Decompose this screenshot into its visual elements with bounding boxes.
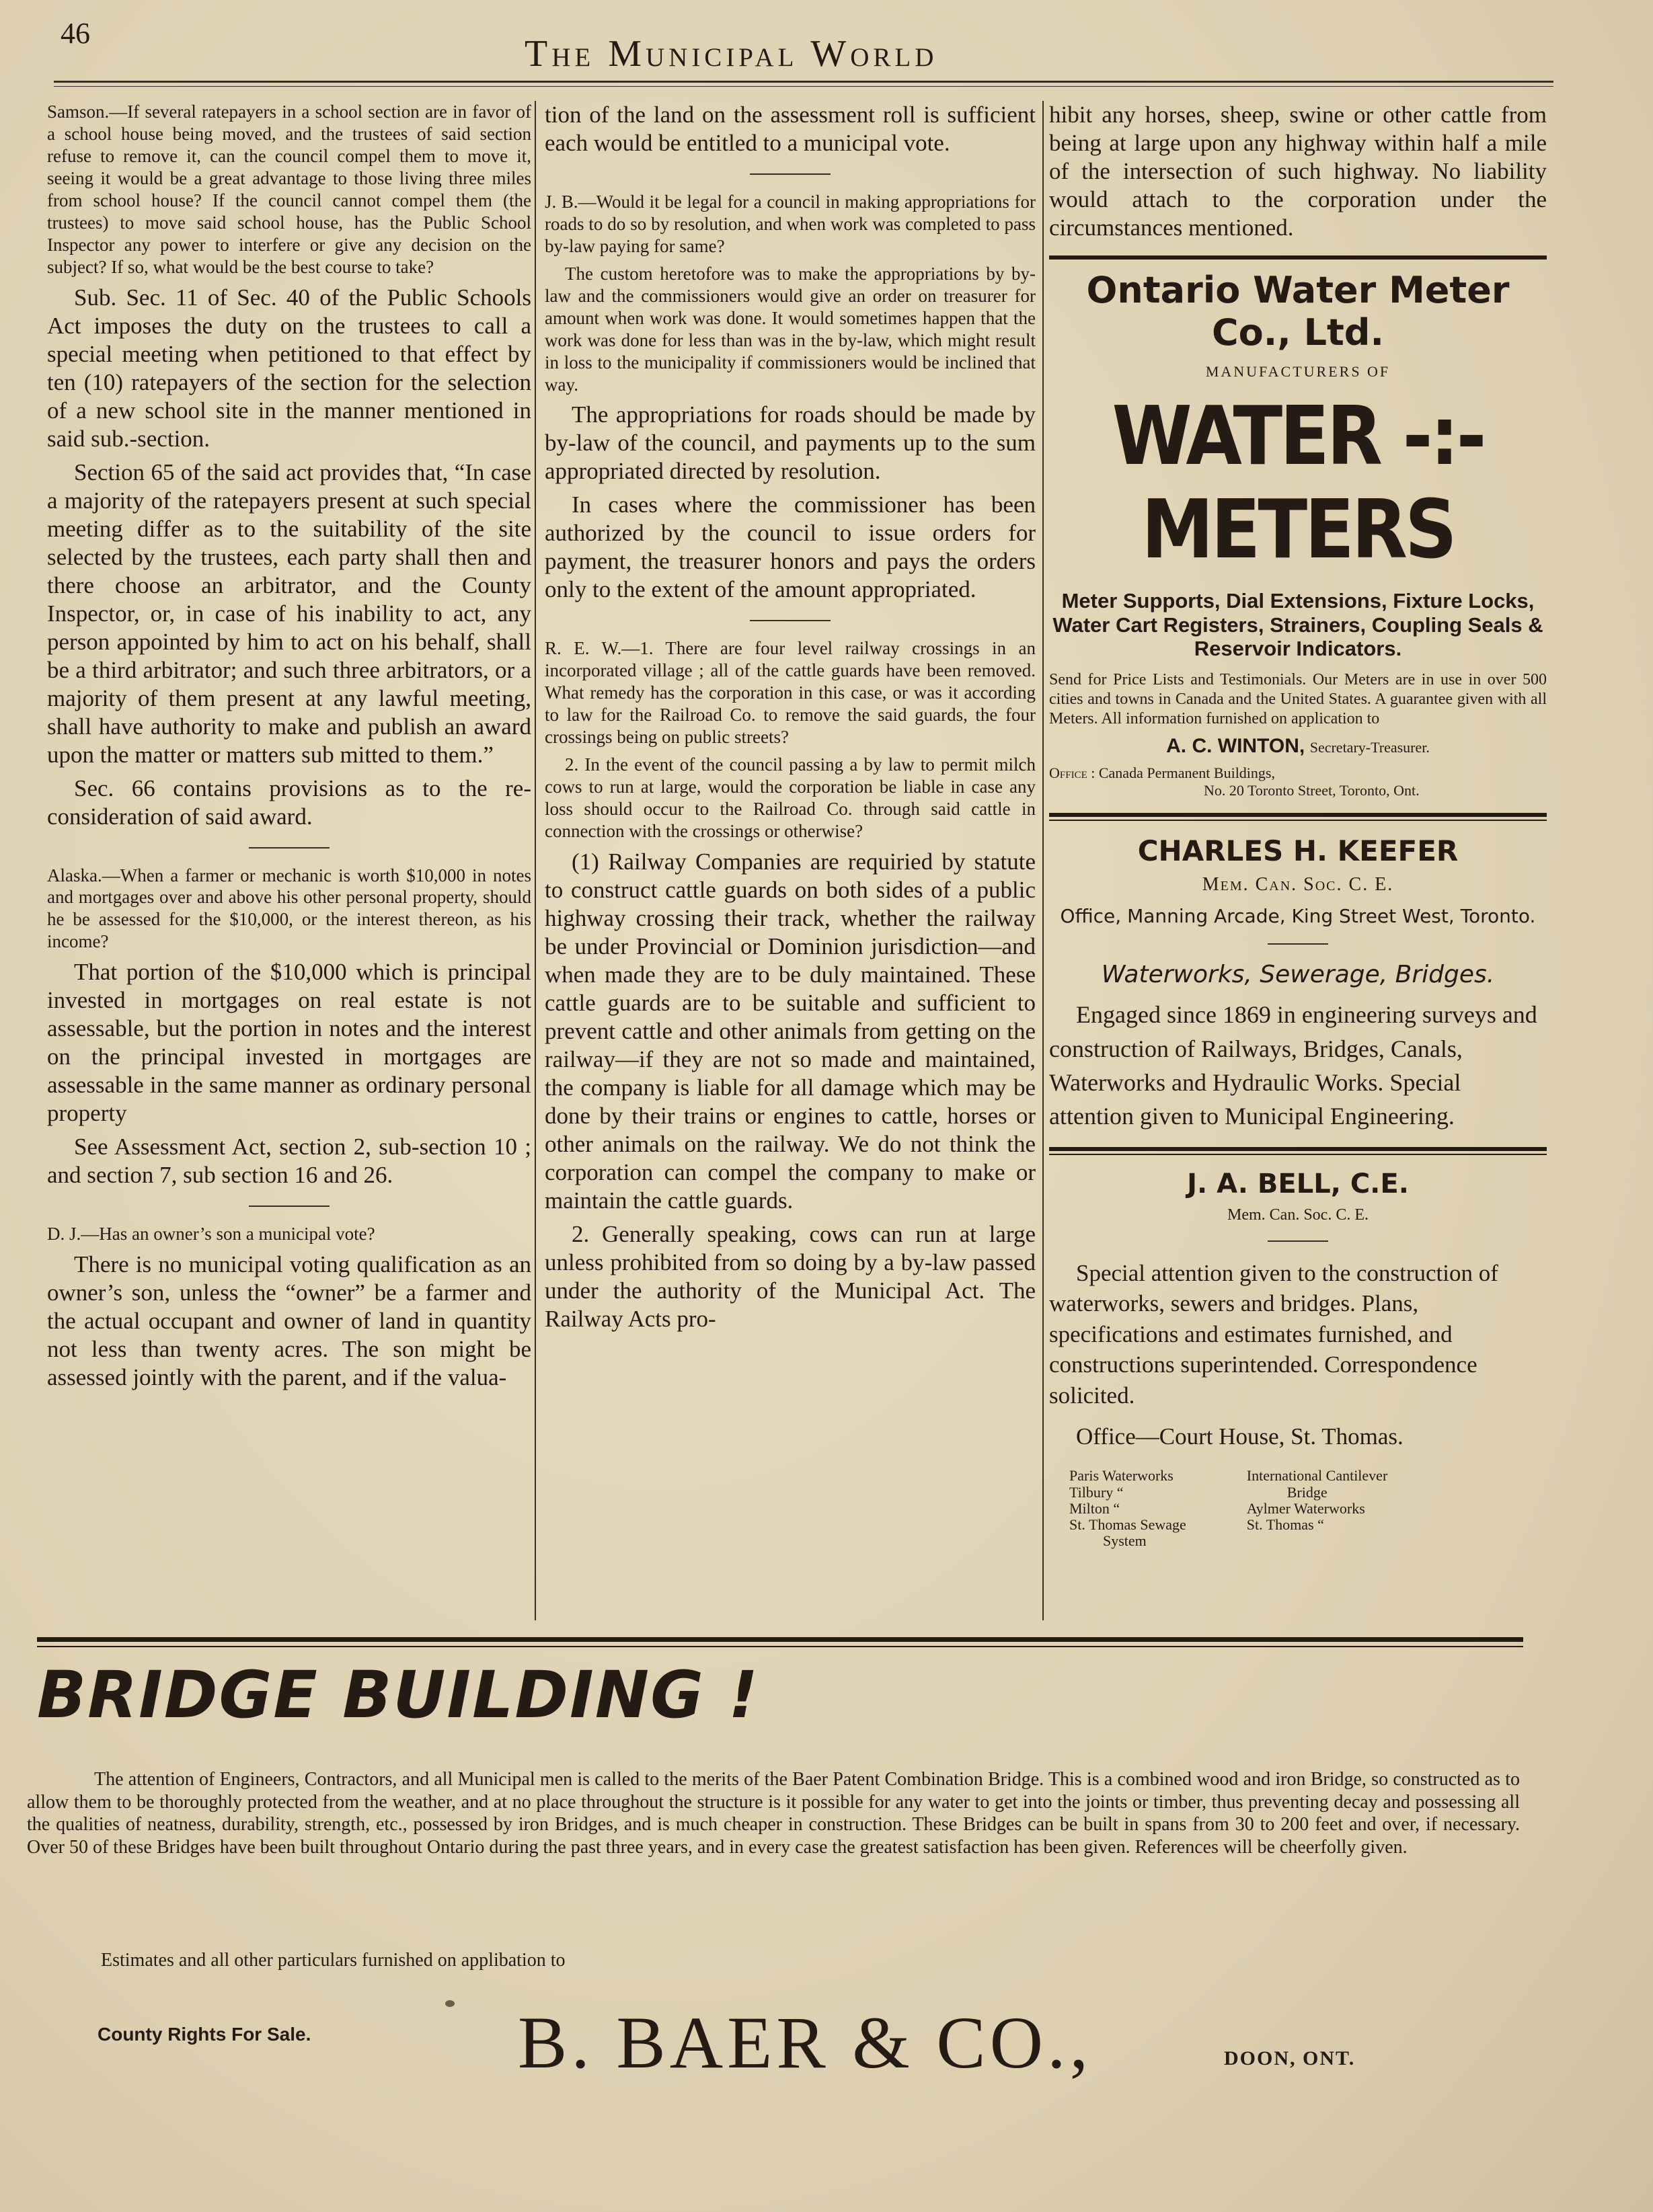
bell-ad bbox=[1049, 1169, 1547, 1549]
product-list: Meter Supports, Dial Extensions, Fixture Locks, Water Cart Registers, Strainers, Coupling Seals & Reservoir Indicators. bbox=[1052, 589, 1543, 661]
bridge-headline: BRIDGE BUILDING ! bbox=[37, 1657, 760, 1733]
dj-answer-continued: tion of the land on the assessment roll is sufficient each would be entitled to a municipal vote. bbox=[545, 102, 1036, 156]
bottom-rule-thin bbox=[37, 1646, 1523, 1647]
ad-rule-thin bbox=[1049, 820, 1547, 821]
baer-company: B. BAER & CO., bbox=[518, 2002, 1093, 2084]
list-item: Milton “ bbox=[1069, 1499, 1120, 1517]
keefer-name: CHARLES H. KEEFER bbox=[1137, 834, 1459, 868]
keefer-membership: Mem. Can. Soc. C. E. bbox=[1202, 874, 1394, 896]
list-item: St. Thomas “ bbox=[1246, 1515, 1324, 1533]
office-line-1: Canada Permanent Buildings, bbox=[1098, 764, 1275, 782]
ad-rule bbox=[1049, 1147, 1547, 1151]
rew-answer-continued: hibit any horses, sheep, swine or other cattle from being at large upon any highway within half a mile of the intersection of such highway. No liability would attach to the corporation under the circumstances mentioned. bbox=[1049, 102, 1547, 241]
masthead: The Municipal World bbox=[525, 33, 938, 75]
keefer-specialty: Waterworks, Sewerage, Bridges. bbox=[1101, 961, 1495, 989]
rew-answer-1: (1) Railway Companies are requiried by statute to construct cattle guards on both sides of a public highway crossing their track, whether the railway be under Provincial or Dominion jurisdiction—and when made they are to be duly maintained. These cattle guards are to be suitable and sufficient to prevent cattle and other animals from getting on the railway—if they are not so made and maintained, the company is liable for all damage which may be done by their trains or engines to cattle, horses or other animals on the railway. We do not think the corporation can compel the company to make or maintain the cattle guards. bbox=[545, 848, 1036, 1214]
samson-answer-1: Sub. Sec. 11 of Sec. 40 of the Public Schools Act imposes the duty on the trustees to call a special meeting when petitioned to that effect by ten (10) ratepayers of the section for the selection of a new school site in the manner mentioned in said sub.-section. bbox=[47, 284, 531, 452]
contact-name: A. C. WINTON, bbox=[1166, 735, 1305, 758]
bell-name: J. A. BELL, C.E. bbox=[1187, 1168, 1409, 1199]
bridge-estimates: Estimates and all other particulars furnished on applibation to bbox=[101, 1950, 566, 1971]
bottom-rule bbox=[37, 1637, 1523, 1642]
alaska-answer-1: That portion of the $10,000 which is principal invested in mortgages on real estate is not assessable, but the portion in notes and the interest on the principal invested in mortgages are assessable in the same manner as ordinary personal property bbox=[47, 959, 531, 1127]
samson-answer-2: Section 65 of the said act provides that, “In case a majority of the ratepayers present at such special meeting differ as to the suitability of the site selected by the trustees, each party shall then and there choose an arbitrator, and the County Inspector, or, in case of his inability to act, any person appointed by him to act on his behalf, shall be a third arbitrator; and such three arbitrators, or a majority of them present at any lawful meeting, shall have authority to make and publish an award upon the matter or matters sub mitted to them.” bbox=[47, 459, 531, 768]
rew-question-1: R. E. W.—1. There are four level railway crossings in an incorporated village ; all of the cattle guards have been removed. What remedy has the corporation in this case, or was it according to law for the Railroad Co. to remove the said guards, the four crossings being on public streets? bbox=[545, 638, 1036, 748]
list-item: St. Thomas Sewage bbox=[1069, 1515, 1186, 1533]
list-item: Bridge bbox=[1286, 1483, 1328, 1501]
alaska-answer-2: See Assessment Act, section 2, sub-section 10 ; and section 7, sub section 16 and 26. bbox=[47, 1134, 531, 1189]
list-item: Tilbury “ bbox=[1069, 1483, 1124, 1501]
header-rule-thin bbox=[54, 86, 1553, 87]
separator bbox=[750, 173, 831, 175]
contact bbox=[1049, 735, 1547, 758]
county-rights: County Rights For Sale. bbox=[98, 2024, 311, 2045]
company-name: Ontario Water Meter Co., Ltd. bbox=[1086, 269, 1510, 354]
column-2 bbox=[545, 101, 1036, 1339]
ad-note: Send for Price Lists and Testimonials. Our Meters are in use in over 500 cities and towns in Canada and the United States. A guarantee given with all Meters. All information furnished on application to bbox=[1049, 670, 1547, 727]
list-item: Paris Waterworks bbox=[1069, 1467, 1174, 1485]
jb-question: J. B.—Would it be legal for a council in making appropriations for roads to do so by resolution, and when work was completed to pass by-law paying for same? bbox=[545, 192, 1036, 256]
jb-answer-2: In cases where the commissioner has been authorized by the council to issue orders for payment, the treasurer honors and pays the orders only to the extent of the amount appropriated. bbox=[545, 491, 1036, 603]
bell-projects-left bbox=[1069, 1468, 1186, 1549]
bell-body: Special attention given to the construction of waterworks, sewers and bridges. Plans, specifications and estimates furnished, and constructions superintended. Correspondence solicited. bbox=[1049, 1259, 1498, 1409]
jb-question-2: The custom heretofore was to make the appropriations by by-law and the commissioners would give an order on treasurer for amount when work was done. It would sometimes happen that the work was done for less than was in the by-law, which might result in loss to the municipality if commissioners would be inclined that way. bbox=[545, 263, 1036, 395]
ink-dot bbox=[445, 2000, 455, 2007]
bridge-body: The attention of Engineers, Contractors, and all Municipal men is called to the merits of the Baer Patent Combination Bridge. This is a combined wood and iron Bridge, so constructed as to allow them to be thoroughly protected from the weather, and at no place throughout the structure is it possible for any water to get into the joints or timber, thus preventing decay and possessing all the qualities of neatness, durability, strength, etc., possessed by iron Bridges, and is much cheaper in construction. These Bridges can be built in spans from 30 to 200 feet and over, if necessary. Over 50 of these Bridges have been built throughout Ontario during the past three years, and in every case the greatest satisfaction has been given. References will be cheerfolly given. bbox=[27, 1769, 1520, 1858]
samson-question: Samson.—If several ratepayers in a school section are in favor of a school house being moved, and the trustees of said section refuse to remove it, can the council compel them to move it, seeing it would be a great advantage to those living three miles from school house? If the council cannot compel them (the trustees) to move said school house, has the Public School Inspector any power to interfere or give any decision on the subject? If so, what would be the best course to take? bbox=[47, 102, 531, 277]
column-divider-2 bbox=[1042, 101, 1044, 1620]
samson-answer-3: Sec. 66 contains provisions as to the re-consideration of said award. bbox=[47, 775, 531, 830]
separator bbox=[249, 847, 330, 848]
bell-membership: Mem. Can. Soc. C. E. bbox=[1227, 1206, 1369, 1224]
ontario-water-meter-ad bbox=[1049, 269, 1547, 799]
baer-location: DOON, ONT. bbox=[1224, 2047, 1356, 2069]
page-number: 46 bbox=[61, 17, 90, 50]
rew-answer-2: 2. Generally speaking, cows can run at large unless prohibited from so doing by a by-law passed under the authority of the Municipal Act. The Railway Acts pro- bbox=[545, 1220, 1036, 1332]
ad-tagline: MANUFACTURERS OF bbox=[1205, 363, 1391, 380]
keefer-ad bbox=[1049, 834, 1547, 1134]
dj-question: D. J.—Has an owner’s son a municipal vote? bbox=[47, 1224, 375, 1245]
column-divider-1 bbox=[535, 101, 536, 1620]
rew-question-2: 2. In the event of the council passing a by law to permit milch cows to run at large, would the corporation be liable in case any loss should occur to the Railroad Co. through said cattle in connection with the crossings or otherwise? bbox=[545, 754, 1036, 841]
ad-rule bbox=[1049, 813, 1547, 817]
alaska-question: Alaska.—When a farmer or mechanic is worth $10,000 in notes and mortgages over and above his other personal property, should he be assessed for the $10,000, or the interest thereon, as his income? bbox=[47, 865, 531, 952]
keefer-body: Engaged since 1869 in engineering surveys and construction of Railways, Bridges, Canals, Waterworks and Hydraulic Works. Special attention given to Municipal Engineering. bbox=[1049, 1001, 1537, 1130]
column-3 bbox=[1049, 101, 1547, 1549]
header-rule bbox=[54, 81, 1553, 83]
keefer-office: Office, Manning Arcade, King Street West, Toronto. bbox=[1060, 905, 1536, 928]
bell-projects bbox=[1069, 1468, 1527, 1549]
list-item: Aylmer Waterworks bbox=[1246, 1499, 1365, 1517]
separator bbox=[750, 620, 831, 621]
ad-rule-thin bbox=[1049, 1154, 1547, 1155]
office-label: Office : bbox=[1049, 764, 1095, 782]
list-item: System bbox=[1103, 1532, 1147, 1550]
product-name: WATER -:- METERS bbox=[1112, 390, 1484, 577]
separator bbox=[1268, 943, 1328, 945]
column-1 bbox=[47, 101, 531, 1397]
office-line-2: No. 20 Toronto Street, Toronto, Ont. bbox=[1204, 782, 1420, 799]
office bbox=[1049, 764, 1547, 799]
bell-projects-right bbox=[1247, 1468, 1388, 1549]
bell-office: Office—Court House, St. Thomas. bbox=[1076, 1423, 1404, 1450]
jb-answer-1: The appropriations for roads should be made by by-law of the council, and payments up to the sum appropriated directed by resolution. bbox=[545, 401, 1036, 485]
contact-title: Secretary-Treasurer. bbox=[1309, 739, 1430, 756]
dj-answer: There is no municipal voting qualification as an owner’s son, unless the “owner” be a farmer and the actual occupant and owner of land in quantity not less than twenty acres. The son might be assessed jointly with the parent, and if the valua- bbox=[47, 1251, 531, 1391]
separator bbox=[1268, 1240, 1328, 1242]
list-item: International Cantilever bbox=[1246, 1467, 1388, 1485]
ad-rule bbox=[1049, 255, 1547, 260]
separator bbox=[249, 1206, 330, 1207]
